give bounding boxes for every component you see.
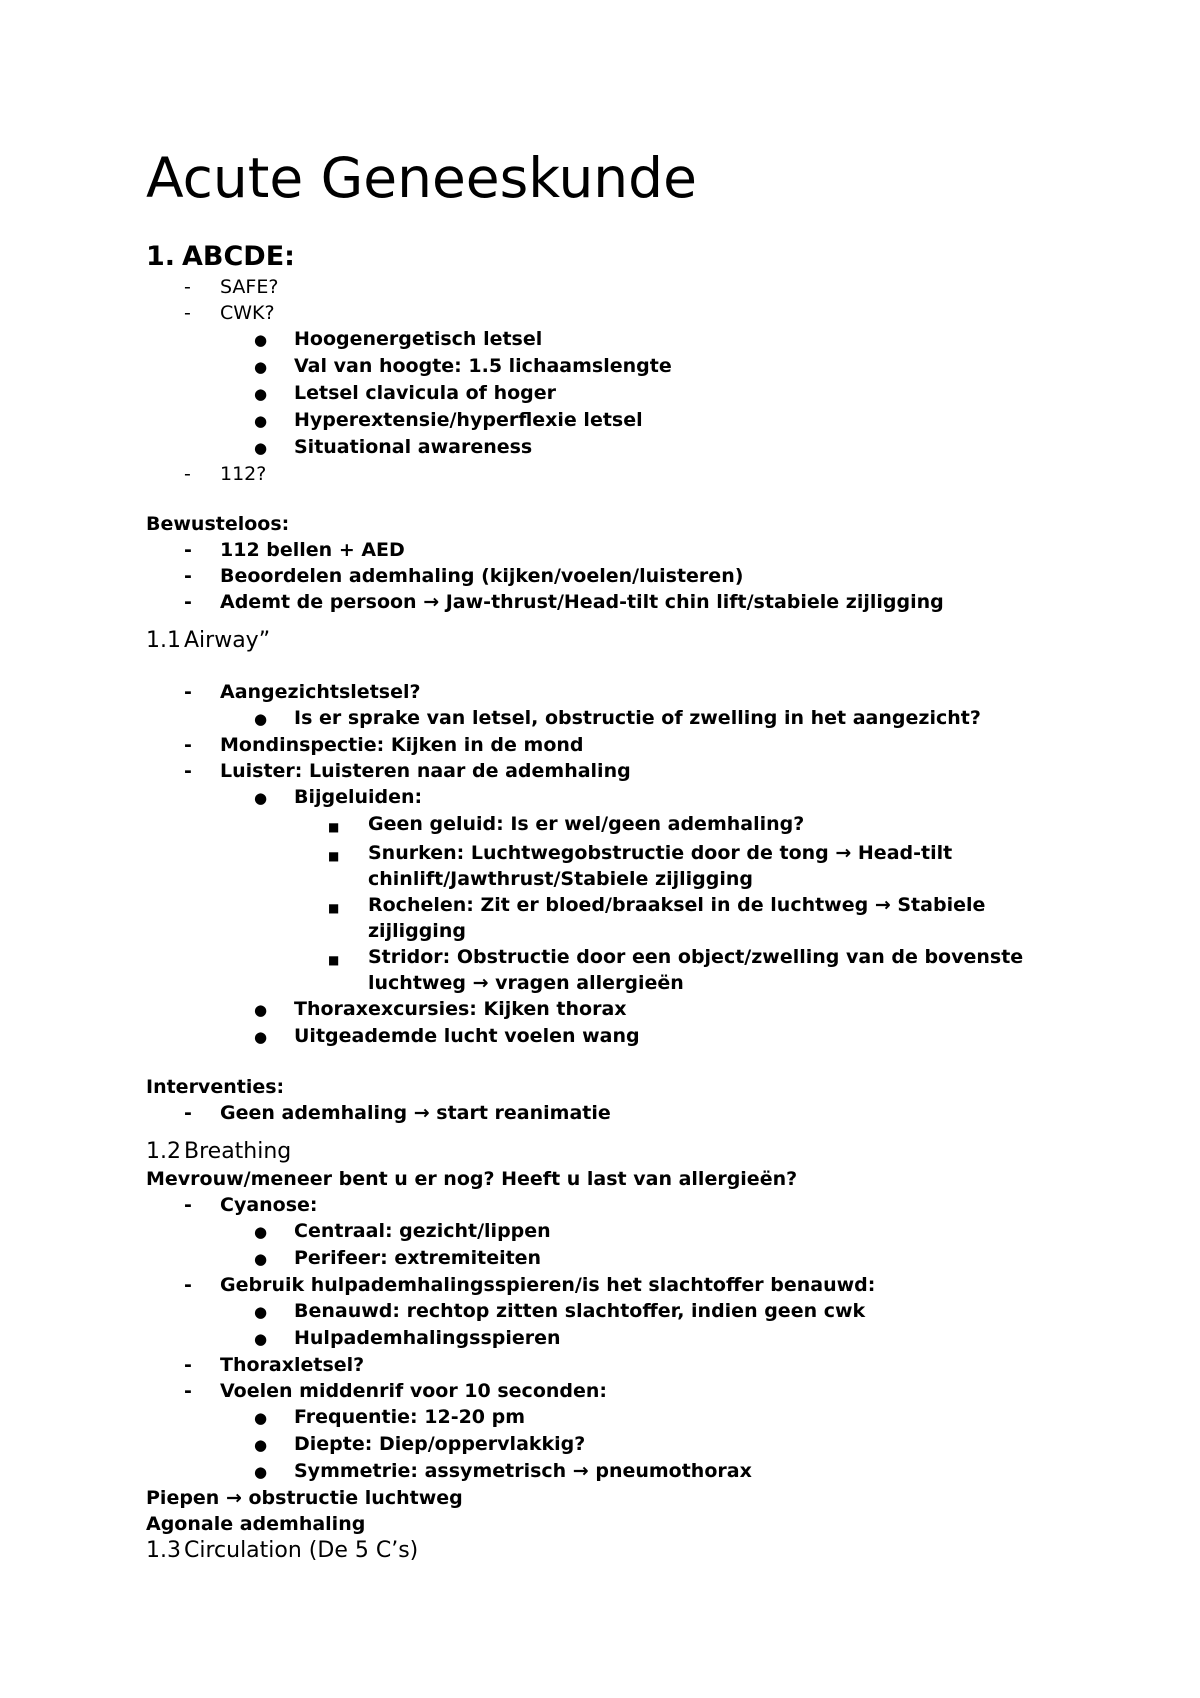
list-item: - Beoordelen ademhaling (kijken/voelen/luisteren): [184, 565, 744, 587]
bullet-icon: ●: [254, 439, 268, 457]
dash-marker: -: [184, 276, 191, 298]
dash-marker: -: [184, 565, 192, 587]
list-item: - Geen ademhaling → start reanimatie: [184, 1102, 611, 1124]
list-item: - Thoraxletsel?: [184, 1354, 365, 1376]
section-heading-breathing: [146, 1138, 1046, 1166]
list-item: ● Perifeer: extremiteiten: [146, 1245, 1046, 1272]
list-item: - Mondinspectie: Kijken in de mond: [184, 734, 584, 756]
bewusteloos-heading: Bewusteloos:: [146, 513, 290, 535]
bullet-icon: ●: [254, 1409, 268, 1427]
bullet-icon: ●: [254, 1303, 268, 1321]
dash-marker: -: [184, 591, 192, 613]
piepen-line: Piepen → obstructie luchtweg: [146, 1487, 463, 1509]
dash-marker: -: [184, 302, 191, 324]
list-item: ● Frequentie: 12-20 pm: [146, 1404, 1046, 1431]
bullet-icon: ●: [254, 710, 268, 728]
list-item: - Gebruik hulpademhalingsspieren/is het slachtoffer benauwd:: [184, 1274, 876, 1296]
list-item: ● Benauwd: rechtop zitten slachtoffer, indien geen cwk: [146, 1298, 1046, 1325]
bullet-icon: ●: [254, 1001, 268, 1019]
list-item: - CWK?: [184, 302, 275, 324]
bullet-icon: ●: [254, 358, 268, 376]
bullet-icon: ●: [254, 331, 268, 349]
list-item: ● Centraal: gezicht/lippen: [146, 1218, 1046, 1245]
list-item: - Luister: Luisteren naar de ademhaling: [184, 760, 631, 782]
dash-marker: -: [184, 1354, 192, 1376]
list-item: - Cyanose:: [184, 1194, 318, 1216]
list-item: ● Hoogenergetisch letsel: [146, 326, 1046, 353]
document-content: [146, 140, 1046, 1565]
section-heading-circulation: [146, 1537, 1046, 1565]
dash-marker: -: [184, 463, 191, 485]
list-item: ● Hulpademhalingsspieren: [146, 1325, 1046, 1352]
dash-marker: -: [184, 1102, 192, 1124]
list-item: ● Hyperextensie/hyperflexie letsel: [146, 407, 1046, 434]
list-item: - 112 bellen + AED: [184, 539, 405, 561]
section-heading-abcde: [146, 240, 1046, 274]
section-title: Airway”: [184, 628, 271, 653]
list-item: - Aangezichtsletsel?: [184, 681, 421, 703]
list-item: ● Bijgeluiden:: [146, 784, 1046, 811]
list-item: ■ Rochelen: Zit er bloed/braaksel in de luchtweg → Stabiele zijligging: [328, 894, 986, 942]
list-item: ● Letsel clavicula of hoger: [146, 380, 1046, 407]
square-bullet-icon: ■: [328, 849, 340, 863]
section-title: Breathing: [184, 1139, 292, 1164]
agonale-line: Agonale ademhaling: [146, 1513, 366, 1535]
list-item: ■ Stridor: Obstructie door een object/zwelling van de bovenste luchtweg → vragen allergieën: [328, 946, 1024, 994]
bullet-icon: ●: [254, 385, 268, 403]
bullet-icon: ●: [254, 1250, 268, 1268]
bullet-icon: ●: [254, 1330, 268, 1348]
section-title: ABCDE:: [182, 241, 295, 272]
dash-marker: -: [184, 681, 192, 703]
list-item: - SAFE?: [184, 276, 279, 298]
bullet-icon: ●: [254, 1028, 268, 1046]
list-item: ● Diepte: Diep/oppervlakkig?: [146, 1431, 1046, 1458]
bullet-icon: ●: [254, 1436, 268, 1454]
dash-marker: -: [184, 1274, 192, 1296]
square-bullet-icon: ■: [328, 901, 340, 915]
section-number: 1.2: [146, 1139, 181, 1164]
dash-marker: -: [184, 1194, 192, 1216]
bullet-icon: ●: [254, 1463, 268, 1481]
list-item: - 112?: [184, 463, 267, 485]
square-bullet-icon: ■: [328, 953, 340, 967]
bullet-icon: ●: [254, 1223, 268, 1241]
dash-marker: -: [184, 539, 192, 561]
interventies-heading: Interventies:: [146, 1076, 285, 1098]
bullet-icon: ●: [254, 789, 268, 807]
section-number: 1.3: [146, 1538, 181, 1563]
square-bullet-icon: ■: [328, 820, 340, 834]
list-item: ● Thoraxexcursies: Kijken thorax: [146, 996, 1046, 1023]
dash-marker: -: [184, 734, 192, 756]
list-item: ■ Snurken: Luchtwegobstructie door de tong → Head-tilt chinlift/Jawthrust/Stabiele zijligging: [328, 842, 953, 890]
bullet-icon: ●: [254, 412, 268, 430]
list-item: ● Situational awareness: [146, 434, 1046, 461]
section-number: 1.1: [146, 628, 181, 653]
list-item: ● Symmetrie: assymetrisch → pneumothorax: [146, 1458, 1046, 1485]
list-item: ● Val van hoogte: 1.5 lichaamslengte: [146, 353, 1046, 380]
section-number: 1.: [146, 241, 176, 272]
dash-marker: -: [184, 760, 192, 782]
list-item: ■ Geen geluid: Is er wel/geen ademhaling?: [146, 811, 1046, 840]
section-title: Circulation (De 5 C’s): [184, 1538, 419, 1563]
list-item: ● Uitgeademde lucht voelen wang: [146, 1023, 1046, 1050]
section-heading-airway: [146, 627, 1046, 655]
list-item: - Ademt de persoon → Jaw-thrust/Head-tilt chin lift/stabiele zijligging: [184, 591, 944, 613]
dash-marker: -: [184, 1380, 192, 1402]
document-title: Acute Geneeskunde: [146, 146, 697, 210]
list-item: - Voelen middenrif voor 10 seconden:: [184, 1380, 608, 1402]
list-item: ● Is er sprake van letsel, obstructie of zwelling in het aangezicht?: [146, 705, 1046, 732]
breathing-question: Mevrouw/meneer bent u er nog? Heeft u last van allergieën?: [146, 1168, 798, 1190]
